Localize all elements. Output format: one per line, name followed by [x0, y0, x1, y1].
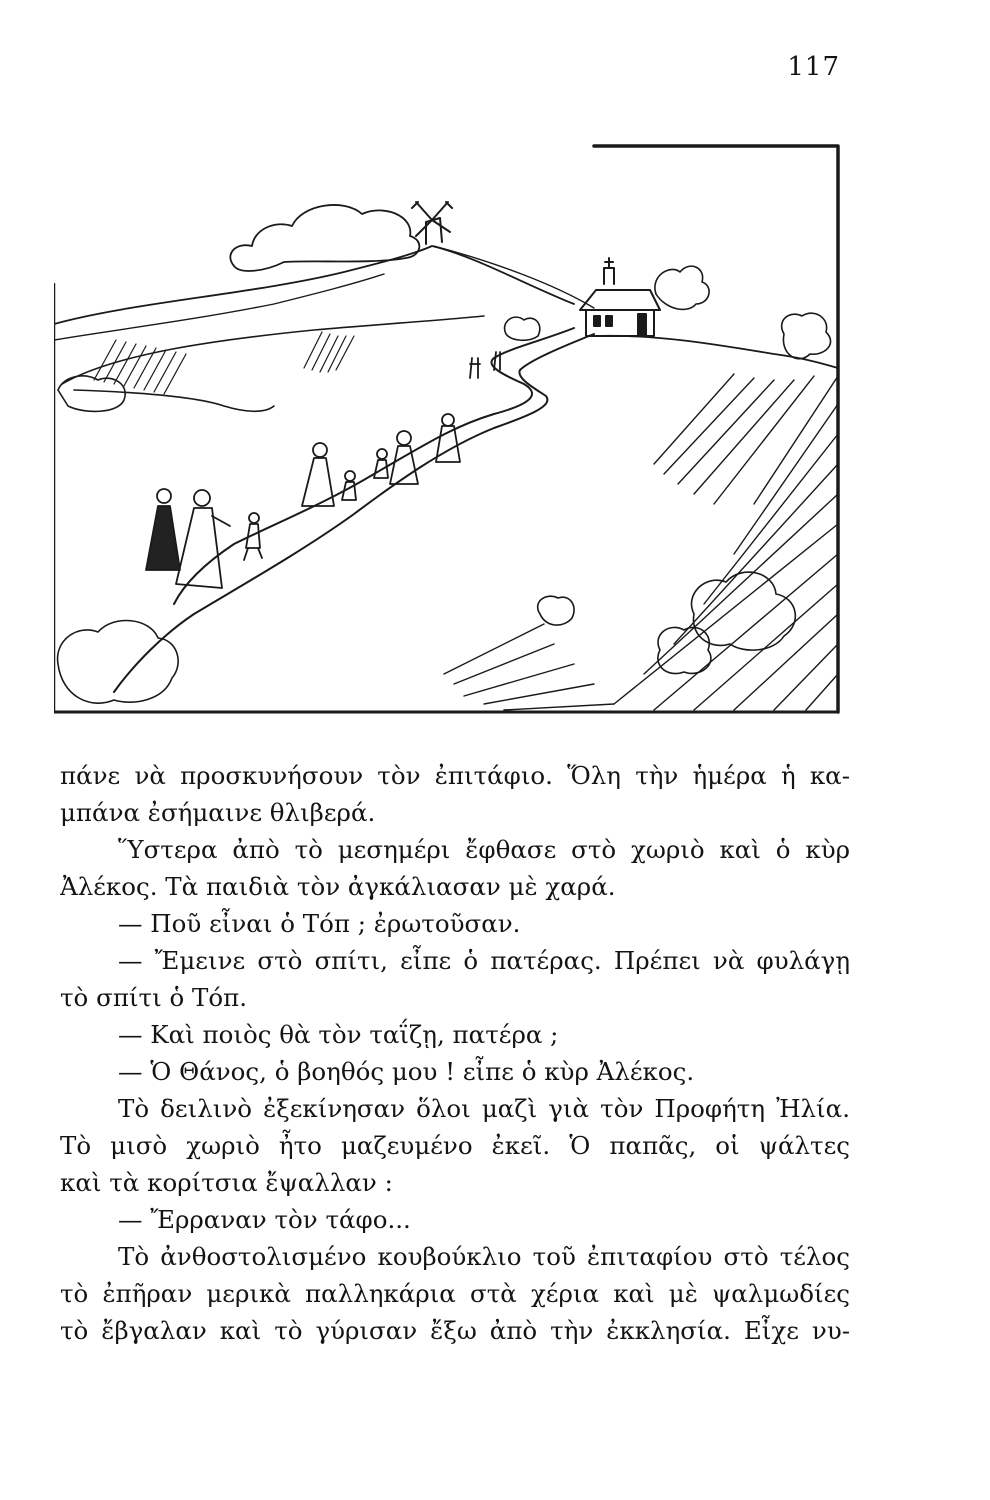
text-line: Τὸ δειλινὸ ἐξεκίνησαν ὅλοι μαζὶ γιὰ τὸν Προφήτη Ἠλία. — [118, 1094, 850, 1123]
dialogue-line: — Καὶ ποιὸς θὰ τὸν ταΐζῃ, πατέρα ; — [118, 1020, 559, 1049]
dialogue-line: — Ποῦ εἶναι ὁ Τόπ ; ἐρωτοῦσαν. — [118, 909, 521, 938]
dialogue-line: — Ὁ Θάνος, ὁ βοηθός μου ! εἶπε ὁ κὺρ Ἀλέκος. — [118, 1057, 695, 1086]
dialogue-line: — Ἔρραναν τὸν τάφο... — [118, 1205, 411, 1234]
text-line: μπάνα ἐσήμαινε θλιβερά. — [60, 798, 376, 827]
dialogue-line: — Ἔμεινε στὸ σπίτι, εἶπε ὁ πατέρας. Πρέπει νὰ φυλάγῃ — [118, 946, 850, 975]
village-procession-illustration — [54, 144, 840, 714]
text-line: Τὸ ἀνθοστολισμένο κουβούκλιο τοῦ ἐπιταφίου στὸ τέλος — [118, 1242, 850, 1271]
text-line: τὸ ἐπῆραν μερικὰ παλληκάρια στὰ χέρια καὶ μὲ ψαλμωδίες — [60, 1279, 850, 1308]
chapel-icon — [580, 258, 660, 336]
procession-figures-icon — [146, 352, 500, 588]
windmill-icon — [412, 202, 452, 244]
text-line: πάνε νὰ προσκυνήσουν τὸν ἐπιτάφιο. Ὅλη τὴν ἡμέρα ἡ κα- — [60, 761, 850, 790]
text-line: τὸ ἔβγαλαν καὶ τὸ γύρισαν ἔξω ἀπὸ τὴν ἐκκλησία. Εἶχε νυ- — [60, 1316, 850, 1345]
page-text — [60, 757, 850, 1349]
text-line: Ὕστερα ἀπὸ τὸ μεσημέρι ἔφθασε στὸ χωριὸ καὶ ὁ κὺρ — [118, 835, 850, 864]
text-line: τὸ σπίτι ὁ Τόπ. — [60, 983, 247, 1012]
text-line: καὶ τὰ κορίτσια ἔψαλλαν : — [60, 1168, 393, 1197]
text-line: Τὸ μισὸ χωριὸ ἦτο μαζευμένο ἐκεῖ. Ὁ παπᾶς, οἱ ψάλτες — [60, 1131, 850, 1160]
page-number: 117 — [787, 52, 840, 82]
text-line: Ἀλέκος. Τὰ παιδιὰ τὸν ἀγκάλιασαν μὲ χαρά. — [60, 872, 616, 901]
